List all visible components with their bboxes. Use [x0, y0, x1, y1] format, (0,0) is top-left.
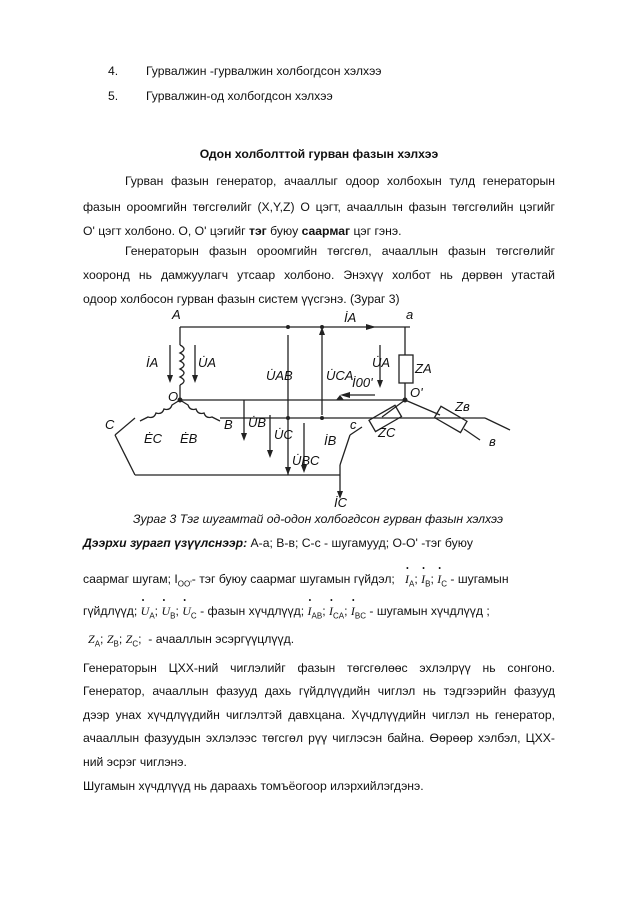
label-B: B: [224, 417, 233, 432]
legend-title: Дээрхи зурагп үзүүлснээр:: [83, 536, 248, 550]
text-segment: саармаг шугам; I: [83, 572, 178, 586]
paragraph-line: ачааллын фазуудын эхлэлээс төгсгөл рүү чиглэсэн байна. Өөрөөр хэлбэл, ЦХХ-: [83, 731, 555, 745]
label-A: A: [172, 307, 181, 322]
label-IA-left: İA: [146, 355, 159, 370]
bold-term: саармаг: [301, 224, 351, 238]
subscript: A: [94, 639, 101, 649]
label-UCA: U̇CA: [326, 368, 354, 383]
paragraph-line: одоор холбосон гурван фазын систем үүсгэнэ. (Зураг 3): [83, 292, 400, 306]
label-Zb: Zв: [455, 399, 470, 414]
separator: ;: [414, 572, 418, 586]
math-symbol: • I: [351, 604, 355, 618]
paragraph-line: хооронд нь дамжуулагч утсаар холбоно. Энэхүү холбот нь дөрвөн утастай: [83, 268, 555, 282]
paragraph-line: дээр унах хүчдлүүдийн чиглэлтэй давхцана. Хүчдлүүдийн чиглэл нь генератор,: [83, 708, 555, 722]
text-segment: - ачааллын эсэргүүцлүүд.: [148, 632, 295, 646]
separator: ;: [175, 604, 179, 618]
label-a: a: [406, 307, 414, 322]
list-text: Гурвалжин-од холбогдсон хэлхээ: [146, 89, 333, 103]
legend-line: [83, 572, 555, 588]
subscript: CA: [332, 611, 345, 621]
label-ZA: ZA: [415, 361, 432, 376]
text-segment: - шугамын хүчдлүүд ;: [369, 604, 490, 618]
list-number: 5.: [108, 89, 119, 103]
paragraph-line: Шугамын хүчдлүүд нь дараахь томъёогоор илэрхийлэгдэнэ.: [83, 779, 424, 793]
impedances-formula: [88, 632, 145, 649]
subscript: A: [408, 579, 415, 589]
math-symbol: • U: [161, 604, 170, 618]
paragraph-line: фазын ороомгийн төгсгөлийг (X,Y,Z) О цэгт, ачааллын фазын төгсгөлийн цэгийг: [83, 200, 555, 214]
separator: ;: [118, 632, 123, 646]
separator: ;: [154, 604, 159, 618]
subscript: C: [190, 611, 197, 621]
paragraph-line: Гурван фазын генератор, ачааллыг одоор холбохын тулд генераторын: [125, 174, 555, 188]
label-O: O: [168, 389, 179, 404]
subscript: B: [113, 639, 119, 649]
paragraph-line: Генератор, ачааллын фазууд дахь гүйдлүүдийн чиглэл нь тэдгээрийн фазууд: [83, 684, 555, 698]
subscript: A: [149, 611, 155, 621]
separator: ;: [138, 632, 142, 646]
subscript: BC: [354, 611, 366, 621]
label-UAB: U̇AB: [266, 368, 293, 383]
legend-line: [83, 604, 555, 620]
line-voltages-formula: [307, 604, 370, 621]
label-ZC: ZC: [378, 425, 396, 440]
text-segment: - тэг буюу саармаг шугамын гүйдэл;: [191, 572, 395, 586]
label-EB: ĖB: [180, 431, 198, 446]
label-O-prime: O': [410, 385, 423, 400]
label-IB: İB: [324, 433, 337, 448]
math-symbol: • I: [437, 572, 441, 586]
label-C: C: [105, 417, 115, 432]
label-UA-left: U̇A: [198, 355, 217, 370]
section-heading: Одон холболттой гурван фазын хэлхээ: [199, 147, 439, 161]
text-segment: гүйдлүүд;: [83, 604, 138, 618]
figure-caption: Зураг 3 Тэг шугамтай од-одон холбогдсон гурван фазын хэлхээ: [133, 512, 503, 526]
math-symbol: Z: [106, 632, 114, 646]
list-number: 4.: [108, 64, 119, 78]
paragraph-line: Генераторын фазын ороомгийн төгсгөл, ачааллын фазын төгсгөлийг: [125, 244, 555, 258]
legend-line: [83, 536, 555, 550]
text-segment: A-a; B-в; C-c - шугамууд; O-O' -тэг буюу: [247, 536, 473, 550]
label-IC: İC: [334, 495, 347, 510]
label-EC: ĖC: [144, 431, 163, 446]
separator: ;: [100, 632, 104, 646]
paragraph-line: [83, 224, 555, 238]
text-segment: цэг гэнэ.: [350, 224, 402, 238]
subscript: OO': [177, 579, 192, 589]
text-segment: - шугамын: [450, 572, 509, 586]
separator: ;: [430, 572, 434, 586]
math-symbol: • I: [308, 604, 312, 618]
label-UBC: U̇BC: [292, 453, 320, 468]
subscript: B: [170, 611, 176, 621]
subscript: B: [425, 579, 431, 589]
label-c: c: [350, 417, 357, 432]
label-IA-top: İA: [344, 310, 357, 325]
list-text: Гурвалжин -гурвалжин холбогдсон хэлхээ: [146, 64, 382, 78]
label-UB: U̇B: [248, 415, 267, 430]
subscript: C: [441, 579, 448, 589]
label-b: в: [489, 434, 496, 449]
text-segment: буюу: [266, 224, 302, 238]
math-symbol: • U: [141, 604, 150, 618]
legend-line: [88, 632, 560, 648]
circuit-diagram: [90, 305, 520, 510]
text-segment: О' цэгт холбоно. О, О' цэгийг: [83, 224, 249, 238]
math-symbol: • I: [329, 604, 333, 618]
math-symbol: • I: [421, 572, 425, 586]
subscript: C: [132, 639, 139, 649]
paragraph-line: ний эсрэг чиглэнэ.: [83, 755, 187, 769]
math-symbol: Z: [88, 632, 95, 646]
separator: ;: [344, 604, 348, 618]
math-symbol: • U: [182, 604, 191, 618]
separator: ;: [322, 604, 326, 618]
line-currents-formula: [398, 572, 450, 589]
text-segment: - фазын хүчдлүүд;: [200, 604, 305, 618]
label-I00: İ00': [352, 375, 373, 390]
bold-term: тэг: [248, 224, 267, 238]
subscript: AB: [311, 611, 323, 621]
label-UA-right: U̇A: [372, 355, 391, 370]
label-UC: U̇C: [274, 427, 293, 442]
paragraph-line: Генераторын ЦХХ-ний чиглэлийг фазын төгсгөлөөс эхлэлрүү нь сонгоно.: [83, 661, 555, 675]
phase-voltages-formula: [140, 604, 200, 621]
math-symbol: Z: [125, 632, 133, 646]
math-symbol: • I: [405, 572, 409, 586]
